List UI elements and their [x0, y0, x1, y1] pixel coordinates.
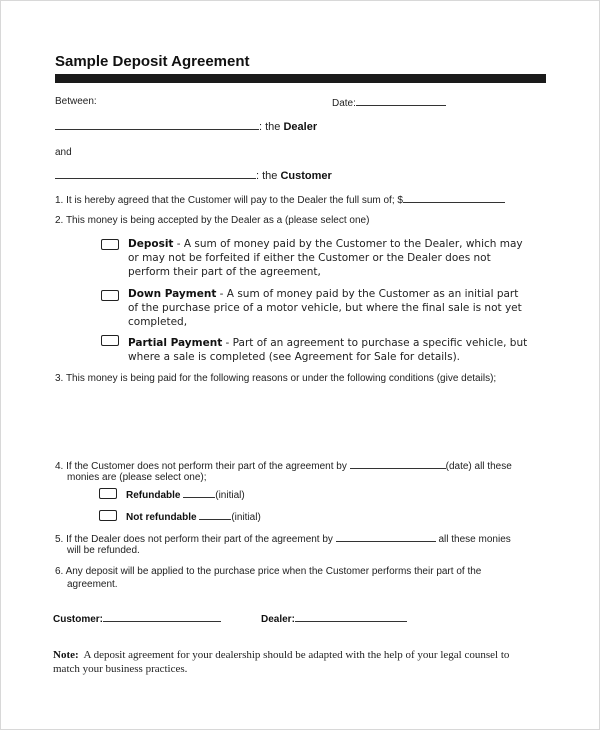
clause-4-text: 4. If the Customer does not perform their part of the agreement by	[55, 461, 347, 472]
dealer-signature-label: Dealer:	[261, 614, 295, 625]
clause-1-text: 1. It is hereby agreed that the Customer will pay to the Dealer the full sum of; $	[55, 195, 403, 206]
option-name: Refundable	[126, 490, 181, 501]
dealer-prefix: : the	[259, 121, 284, 133]
initial-blank[interactable]	[199, 509, 231, 520]
customer-signature-field[interactable]	[53, 611, 221, 626]
clause-3: 3. This money is being paid for the following reasons or under the following conditions (give details);	[55, 373, 497, 384]
customer-name-blank[interactable]	[55, 168, 256, 179]
option-name: Not refundable	[126, 512, 197, 523]
initial-blank[interactable]	[183, 487, 215, 498]
partial-payment-option	[128, 336, 528, 364]
clause-2: 2. This money is being accepted by the Dealer as a (please select one)	[55, 215, 370, 226]
partial-payment-checkbox[interactable]	[101, 335, 119, 346]
deposit-checkbox[interactable]	[101, 239, 119, 250]
dealer-date-blank[interactable]	[336, 531, 436, 542]
clause-4-text-b: (date) all these	[445, 461, 512, 472]
customer-date-blank[interactable]	[350, 458, 446, 469]
clause-4-cont: monies are (please select one);	[67, 472, 207, 483]
not-refundable-checkbox[interactable]	[99, 510, 117, 521]
date-blank[interactable]	[356, 95, 446, 106]
customer-name-field[interactable]	[55, 168, 332, 182]
clause-6: 6. Any deposit will be applied to the purchase price when the Customer performs their part of the	[55, 566, 482, 577]
note	[53, 648, 533, 676]
and-label: and	[55, 147, 72, 158]
page-title: Sample Deposit Agreement	[55, 53, 250, 70]
option-name: Down Payment	[128, 288, 217, 300]
dealer-signature-blank[interactable]	[295, 611, 407, 622]
option-suffix: (initial)	[215, 490, 245, 501]
dealer-name-field[interactable]	[55, 119, 317, 133]
title-divider-bar	[55, 74, 546, 83]
between-label: Between:	[55, 96, 97, 107]
customer-signature-blank[interactable]	[103, 611, 221, 622]
dealer-name-blank[interactable]	[55, 119, 259, 130]
note-text: A deposit agreement for your dealership should be adapted with the help of your legal counsel to match your business practices.	[53, 649, 513, 675]
note-label: Note:	[53, 649, 79, 661]
option-desc: - Part of an agreement to purchase a specific vehicle, but where a sale is completed (see Agreement for Sale for details).	[128, 337, 528, 363]
dealer-signature-field[interactable]	[261, 611, 407, 626]
option-name: Partial Payment	[128, 337, 223, 349]
not-refundable-option	[126, 509, 261, 524]
clause-5-text-b: all these monies	[438, 534, 511, 545]
deposit-option	[128, 237, 528, 279]
customer-prefix: : the	[256, 170, 281, 182]
customer-signature-label: Customer:	[53, 614, 104, 625]
option-suffix: (initial)	[231, 512, 261, 523]
down-payment-checkbox[interactable]	[101, 290, 119, 301]
clause-1	[55, 192, 505, 207]
down-payment-option	[128, 287, 528, 329]
option-name: Deposit	[128, 238, 174, 250]
customer-role: Customer	[280, 170, 332, 182]
sum-blank[interactable]	[403, 192, 505, 203]
clause-5-text: 5. If the Dealer does not perform their part of the agreement by	[55, 534, 333, 545]
option-desc: - A sum of money paid by the Customer as an initial part of the purchase price of a motor vehicle, but where the final sale is not yet completed,	[128, 288, 522, 328]
clause-6-cont: agreement.	[67, 579, 118, 590]
date-label: Date:	[332, 98, 356, 109]
refundable-option	[126, 487, 245, 502]
date-field[interactable]	[332, 95, 446, 110]
option-desc: - A sum of money paid by the Customer to the Dealer, which may or may not be forfeited if either the Customer or the Dealer does not perform their part of the agreement,	[128, 238, 523, 278]
refundable-checkbox[interactable]	[99, 488, 117, 499]
dealer-role: Dealer	[283, 121, 318, 133]
clause-5-cont: will be refunded.	[67, 545, 140, 556]
